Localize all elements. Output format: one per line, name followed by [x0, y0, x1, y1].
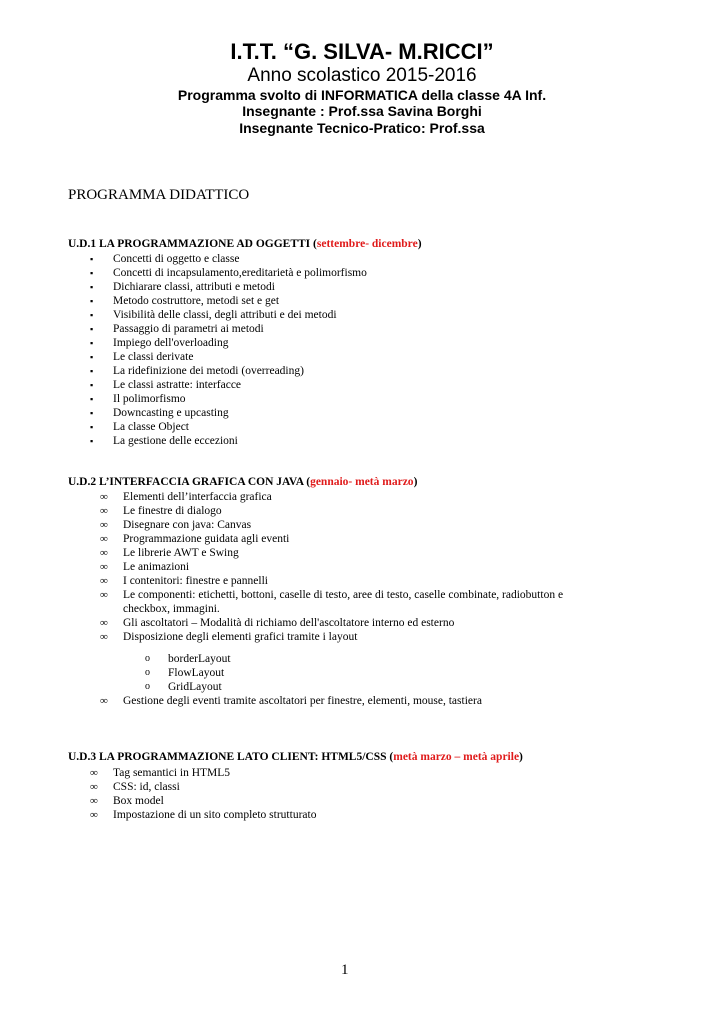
infinity-bullet-icon: ∞ — [90, 795, 98, 807]
list-item-text: Disposizione degli elementi grafici tramite i layout — [123, 631, 358, 643]
infinity-bullet-icon: ∞ — [90, 809, 98, 821]
list-item — [68, 364, 367, 378]
list-item — [68, 378, 367, 392]
list-item-text: Passaggio di parametri ai metodi — [113, 323, 264, 335]
list-item — [145, 680, 231, 694]
list-item — [78, 490, 618, 504]
ud1-heading — [68, 238, 422, 250]
infinity-bullet-icon: ∞ — [100, 533, 108, 545]
technical-teacher: Insegnante Tecnico-Pratico: Prof.ssa — [239, 120, 485, 136]
ud1-heading-text: U.D.1 LA PROGRAMMAZIONE AD OGGETTI ( — [68, 238, 317, 250]
infinity-bullet-icon: ∞ — [100, 589, 108, 601]
list-item-text: CSS: id, classi — [113, 781, 180, 793]
teacher-name: Insegnante : Prof.ssa Savina Borghi — [242, 103, 482, 119]
list-item-text: Programmazione guidata agli eventi — [123, 533, 290, 545]
section-title: PROGRAMMA DIDATTICO — [68, 187, 250, 203]
ud1-period: settembre- dicembre — [316, 238, 418, 250]
list-item-text: Concetti di incapsulamento,ereditarietà e polimorfismo — [113, 267, 367, 279]
list-item-text: checkbox, immagini. — [123, 603, 220, 615]
square-bullet-icon: ▪ — [90, 436, 94, 446]
infinity-bullet-icon: ∞ — [100, 575, 108, 587]
list-item — [78, 504, 618, 518]
list-item-text: La gestione delle eccezioni — [113, 435, 238, 447]
ud2-heading — [68, 476, 417, 488]
list-item-text: Visibilità delle classi, degli attributi e dei metodi — [113, 309, 337, 321]
page-number: 1 — [341, 962, 349, 978]
infinity-bullet-icon: ∞ — [90, 767, 98, 779]
circle-bullet-icon: o — [145, 667, 150, 678]
list-item-text: Le classi derivate — [113, 351, 194, 363]
school-title: I.T.T. “G. SILVA- M.RICCI” — [230, 39, 494, 64]
list-item — [78, 560, 618, 574]
ud3-heading-text: U.D.3 LA PROGRAMMAZIONE LATO CLIENT: HTML5/CSS ( — [68, 751, 394, 763]
square-bullet-icon: ▪ — [90, 282, 94, 292]
ud3-period: metà marzo – metà aprile — [393, 751, 520, 763]
list-item-text: Il polimorfismo — [113, 393, 186, 405]
square-bullet-icon: ▪ — [90, 324, 94, 334]
circle-bullet-icon: o — [145, 653, 150, 664]
list-item — [68, 766, 316, 780]
list-item — [78, 602, 618, 616]
list-item — [68, 280, 367, 294]
list-item — [68, 808, 316, 822]
infinity-bullet-icon: ∞ — [100, 547, 108, 559]
list-item — [78, 630, 618, 644]
list-item-text: I contenitori: finestre e pannelli — [123, 575, 268, 587]
list-item-text: GridLayout — [168, 681, 222, 693]
list-item — [68, 252, 367, 266]
list-item — [68, 336, 367, 350]
list-item — [68, 434, 367, 448]
square-bullet-icon: ▪ — [90, 352, 94, 362]
list-item-text: Le classi astratte: interfacce — [113, 379, 242, 391]
ud3-heading-close: ) — [519, 751, 523, 763]
list-item-text: Le componenti: etichetti, bottoni, caselle di testo, aree di testo, caselle combinate, radiobutton e — [123, 589, 564, 601]
school-year: Anno scolastico 2015-2016 — [247, 65, 477, 86]
square-bullet-icon: ▪ — [90, 408, 94, 418]
ud2-list — [78, 490, 618, 644]
infinity-bullet-icon: ∞ — [100, 519, 108, 531]
infinity-bullet-icon: ∞ — [100, 617, 108, 629]
list-item-text: Metodo costruttore, metodi set e get — [113, 295, 280, 307]
list-item — [68, 294, 367, 308]
list-item — [68, 780, 316, 794]
list-item — [68, 392, 367, 406]
list-item-text: Impiego dell'overloading — [113, 337, 229, 349]
square-bullet-icon: ▪ — [90, 394, 94, 404]
list-item-text: Gli ascoltatori – Modalità di richiamo dell'ascoltatore interno ed esterno — [123, 617, 455, 629]
ud2-heading-text: U.D.2 L’INTERFACCIA GRAFICA CON JAVA ( — [68, 476, 311, 488]
list-item — [68, 420, 367, 434]
ud1-list — [68, 252, 367, 448]
list-item-text: La ridefinizione dei metodi (overreading) — [113, 365, 304, 377]
list-item-text: Downcasting e upcasting — [113, 407, 229, 419]
square-bullet-icon: ▪ — [90, 422, 94, 432]
list-item — [68, 308, 367, 322]
list-item-text: Le librerie AWT e Swing — [123, 547, 239, 559]
list-item — [78, 694, 482, 708]
ud2-layout-list — [145, 652, 231, 694]
list-item-text: La classe Object — [113, 421, 189, 433]
ud1-heading-close: ) — [417, 238, 422, 250]
list-item — [68, 266, 367, 280]
list-item-text: Box model — [113, 795, 164, 807]
square-bullet-icon: ▪ — [90, 310, 94, 320]
square-bullet-icon: ▪ — [90, 366, 94, 376]
ud2-period: gennaio- metà marzo — [310, 476, 414, 488]
list-item — [78, 532, 618, 546]
infinity-bullet-icon: ∞ — [100, 695, 108, 707]
list-item — [78, 546, 618, 560]
list-item — [145, 652, 231, 666]
infinity-bullet-icon: ∞ — [90, 781, 98, 793]
list-item — [78, 574, 618, 588]
square-bullet-icon: ▪ — [90, 338, 94, 348]
ud3-list — [68, 766, 316, 822]
circle-bullet-icon: o — [145, 681, 150, 692]
list-item — [145, 666, 231, 680]
list-item-text: Le finestre di dialogo — [123, 505, 222, 517]
square-bullet-icon: ▪ — [90, 268, 94, 278]
list-item-text: FlowLayout — [168, 667, 225, 679]
ud2-heading-close: ) — [413, 476, 418, 488]
square-bullet-icon: ▪ — [90, 296, 94, 306]
infinity-bullet-icon: ∞ — [100, 505, 108, 517]
list-item-text: Disegnare con java: Canvas — [123, 519, 252, 531]
ud3-heading — [68, 751, 523, 763]
list-item-text: Le animazioni — [123, 561, 190, 573]
infinity-bullet-icon: ∞ — [100, 561, 108, 573]
list-item — [78, 588, 618, 602]
list-item-text: Tag semantici in HTML5 — [113, 767, 231, 779]
ud2-last-list — [78, 694, 482, 708]
list-item — [68, 322, 367, 336]
list-item — [78, 518, 618, 532]
list-item — [68, 794, 316, 808]
list-item-text: Dichiarare classi, attributi e metodi — [113, 281, 275, 293]
program-subtitle: Programma svolto di INFORMATICA della classe 4A Inf. — [177, 87, 547, 103]
list-item-text: Gestione degli eventi tramite ascoltatori per finestre, elementi, mouse, tastiera — [123, 695, 482, 707]
square-bullet-icon: ▪ — [90, 380, 94, 390]
list-item-text: Impostazione di un sito completo strutturato — [113, 809, 317, 821]
list-item — [68, 406, 367, 420]
list-item — [78, 616, 618, 630]
infinity-bullet-icon: ∞ — [100, 491, 108, 503]
list-item — [68, 350, 367, 364]
list-item-text: Elementi dell’interfaccia grafica — [123, 491, 272, 503]
list-item-text: Concetti di oggetto e classe — [113, 253, 240, 265]
square-bullet-icon: ▪ — [90, 254, 94, 264]
infinity-bullet-icon: ∞ — [100, 631, 108, 643]
list-item-text: borderLayout — [168, 653, 231, 665]
